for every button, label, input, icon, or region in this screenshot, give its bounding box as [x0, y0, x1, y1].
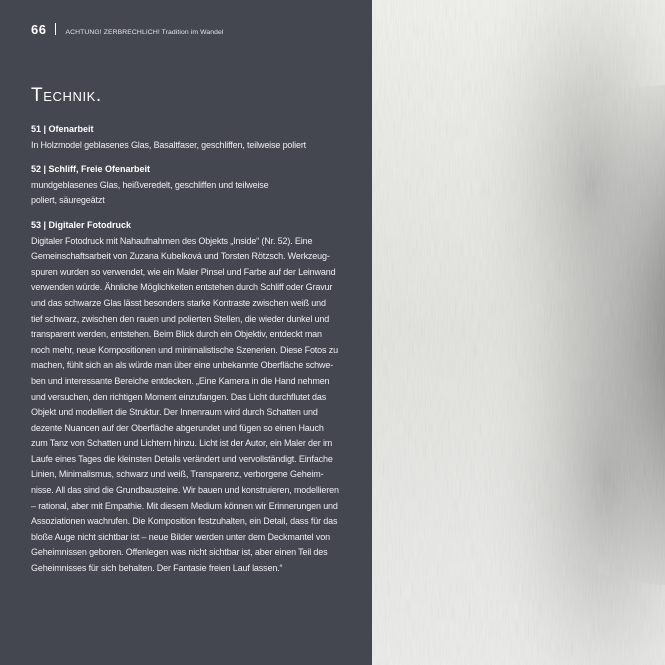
entry-title: 52 | Schliff, Freie Ofenarbeit	[31, 164, 151, 175]
page-header	[31, 22, 224, 37]
catalog-entry-51	[31, 122, 356, 153]
header-divider	[55, 23, 56, 35]
entry-description: In Holzmodel geblasenes Glas, Basaltfaser, geschliffen, teilweise poliert	[31, 139, 307, 150]
running-title: ACHTUNG! ZERBRECHLICH! Tradition im Wandel	[65, 29, 224, 36]
entry-description: Digitaler Fotodruck mit Nahaufnahmen des Objekts „Inside“ (Nr. 52). Eine Gemeinschaftsarbeit von Zuzana Kubelková und Torsten Rötzsch. Werkzeug- spuren wurden so verwendet, wie ein Maler Pinsel und Farbe auf der Leinwand verwenden würde. Ähnliche Möglichkeiten entstehen durch Schliff oder Gravur und das schwarze Glas lässt besonders starke Kontraste zwischen weiß und tief schwarz, zwischen den rauen und polierten Stellen, die wieder dunkel und transparent werden, entstehen. Beim Blick durch ein Objektiv, entdeckt man noch mehr, neue Kompositionen und minimalistische Szenerien. Diese Fotos zu machen, fühlt sich an als würde man über eine unbekannte Oberfläche schwe- ben und interessante Bereiche entdecken. „Eine Kamera in die Hand nehmen und versuchen, den richtigen Moment einzufangen. Das Licht durchflutet das Objekt und modelliert die Struktur. Der Innenraum wird durch Schatten und dezente Nuancen auf der Oberfläche abgerundet und fügen so einen Hauch zum Tanz von Schatten und Lichtern hinzu. Licht ist der Autor, ein Maler der im Laufe eines Tages die kleinsten Details verändert und vervollständigt. Einfache Linien, Minimalismus, schwarz und weiß, Transparenz, verborgene Geheim- nisse. All das sind die Grundbausteine. Wir bauen und konstruieren, modellieren – rational, aber mit Empathie. Mit diesem Medium können wir Erinnerungen und Assoziationen wachrufen. Die Komposition festzuhalten, ein Detail, dass für das bloße Auge nicht sichtbar ist – neue Bilder werden unter dem Deckmantel von Geheimnissen geboren. Offenlegen was nicht sichtbar ist, aber einen Teil des Geheimnisses für sich behalten. Der Fantasie freien Lauf lassen.“	[31, 235, 339, 574]
glass-detail-photo	[372, 0, 665, 665]
entry-title: 53 | Digitaler Fotodruck	[31, 219, 132, 230]
catalog-entries	[31, 122, 356, 586]
photo-artwork	[372, 0, 665, 665]
section-title: Technik.	[31, 85, 102, 106]
entry-description: mundgeblasenes Glas, heißveredelt, geschliffen und teilweise poliert, säuregeätzt	[31, 179, 269, 206]
catalog-entry-52	[31, 162, 356, 209]
page-number: 66	[31, 22, 47, 37]
entry-title: 51 | Ofenarbeit	[31, 124, 94, 134]
catalog-entry-53	[31, 218, 356, 577]
